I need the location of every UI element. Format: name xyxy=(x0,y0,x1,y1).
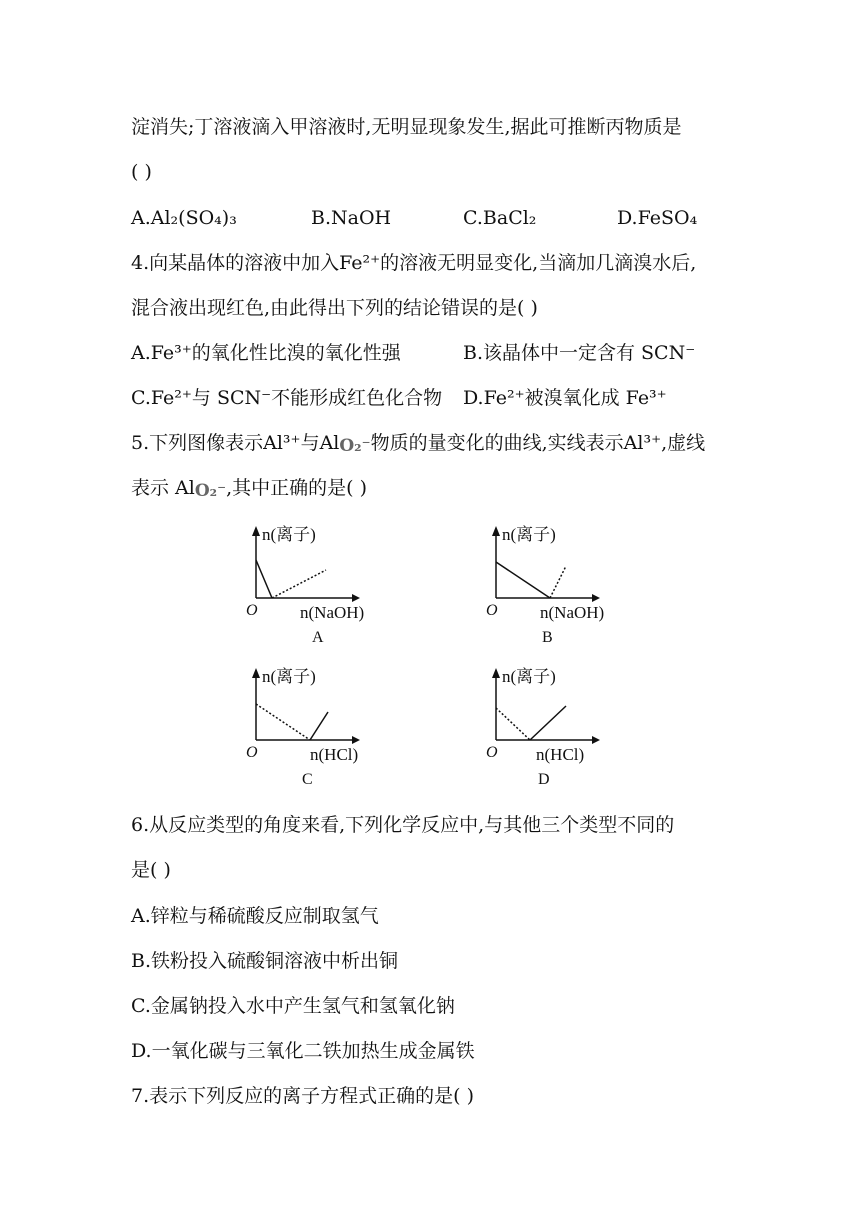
solid-curve xyxy=(530,706,566,740)
q4-option-b: B.该晶体中一定含有 SCN⁻ xyxy=(463,342,696,364)
q6-stem-line-1: 6.从反应类型的角度来看,下列化学反应中,与其他三个类型不同的 xyxy=(131,814,675,836)
q3-options xyxy=(131,205,697,231)
dashed-curve xyxy=(256,704,310,740)
q5-stem-part-2: 物质的量变化的曲线,实线表示Al³⁺,虚线 xyxy=(370,432,706,454)
y-axis-label: n(离子) xyxy=(262,525,316,544)
x-axis-label: n(NaOH) xyxy=(300,603,365,622)
origin-label: O xyxy=(246,602,258,619)
q6-stem-line-2: 是( ) xyxy=(131,859,171,881)
graph-d xyxy=(480,662,630,794)
aluminate-formula: O₂⁻ xyxy=(339,436,371,456)
y-axis-arrow xyxy=(492,526,500,536)
x-axis-arrow xyxy=(592,594,600,602)
x-axis-arrow xyxy=(352,736,360,744)
origin-label: O xyxy=(486,602,498,619)
q4-stem-line-1: 4.向某晶体的溶液中加入Fe²⁺的溶液无明显变化,当滴加几滴溴水后, xyxy=(131,252,697,274)
q5-stem-part-3: 表示 Al xyxy=(131,477,195,499)
q4-option-d: D.Fe²⁺被溴氧化成 Fe³⁺ xyxy=(463,387,667,409)
q6-option-c: C.金属钠投入水中产生氢气和氢氧化钠 xyxy=(131,995,455,1017)
y-axis-label: n(离子) xyxy=(262,667,316,686)
q6-option-b: B.铁粉投入硫酸铜溶液中析出铜 xyxy=(131,950,399,972)
q5-stem-line-2 xyxy=(131,475,367,502)
q4-options-row-2 xyxy=(131,385,667,411)
graph-b xyxy=(480,520,630,652)
q7-stem-line-1: 7.表示下列反应的离子方程式正确的是( ) xyxy=(131,1085,474,1107)
q3-answer-paren: ( ) xyxy=(131,161,152,183)
dashed-curve xyxy=(272,570,326,598)
x-axis-arrow xyxy=(592,736,600,744)
q3-option-b: B.NaOH xyxy=(311,207,392,229)
q4-option-c: C.Fe²⁺与 SCN⁻不能形成红色化合物 xyxy=(131,387,443,409)
graph-caption: A xyxy=(312,629,324,646)
q3-option-d: D.FeSO₄ xyxy=(617,207,698,229)
q5-stem-part-4: ,其中正确的是( ) xyxy=(226,477,367,499)
graph-c xyxy=(240,662,390,794)
y-axis-arrow xyxy=(492,668,500,678)
y-axis-label: n(离子) xyxy=(502,525,556,544)
q3-stem-line: 淀消失;丁溶液滴入甲溶液时,无明显现象发生,据此可推断丙物质是 xyxy=(131,116,682,138)
graph-caption: D xyxy=(538,771,550,788)
graph-caption: B xyxy=(542,629,553,646)
q5-stem-part-1: 5.下列图像表示Al³⁺与Al xyxy=(131,432,340,454)
q4-options-row-1 xyxy=(131,340,695,366)
graph-caption: C xyxy=(302,771,313,788)
dashed-curve xyxy=(496,708,530,740)
y-axis-label: n(离子) xyxy=(502,667,556,686)
x-axis-label: n(HCl) xyxy=(310,745,359,764)
q4-option-a: A.Fe³⁺的氧化性比溴的氧化性强 xyxy=(131,342,401,364)
solid-curve xyxy=(496,562,550,598)
aluminate-formula-2: O₂⁻ xyxy=(194,481,227,501)
graph-a xyxy=(240,520,390,652)
x-axis-label: n(HCl) xyxy=(536,745,585,764)
q4-stem-line-2: 混合液出现红色,由此得出下列的结论错误的是( ) xyxy=(131,297,538,319)
origin-label: O xyxy=(246,744,258,761)
q3-option-c: C.BaCl₂ xyxy=(463,207,537,229)
origin-label: O xyxy=(486,744,498,761)
dashed-curve xyxy=(550,566,566,598)
x-axis-label: n(NaOH) xyxy=(540,603,605,622)
q6-option-a: A.锌粒与稀硫酸反应制取氢气 xyxy=(131,905,379,927)
x-axis-arrow xyxy=(352,594,360,602)
solid-curve xyxy=(256,560,272,598)
y-axis-arrow xyxy=(252,668,260,678)
q6-option-d: D.一氧化碳与三氧化二铁加热生成金属铁 xyxy=(131,1040,475,1062)
solid-curve xyxy=(310,712,328,740)
y-axis-arrow xyxy=(252,526,260,536)
q3-option-a: A.Al₂(SO₄)₃ xyxy=(131,207,237,229)
q5-stem-line-1 xyxy=(131,430,705,457)
